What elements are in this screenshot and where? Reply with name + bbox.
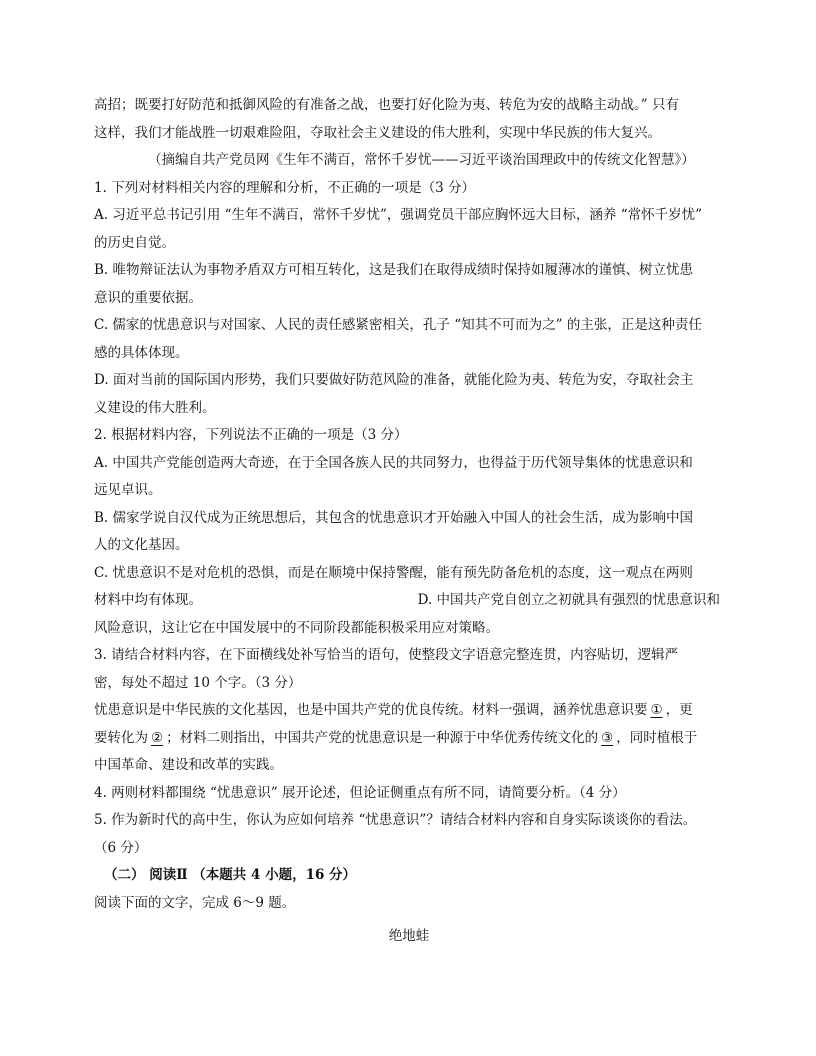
option-a: A. 习近平总书记引用 “生年不满百，常怀千岁忧”，强调党员干部应胸怀远大目标，涵养 “常怀千岁忧” <box>94 207 703 223</box>
fill-in-text <box>94 697 724 725</box>
fill-in-text <box>94 725 724 753</box>
option-d-cont: 风险意识，这让它在中国发展中的不同阶段都能积极采用应对策略。 <box>94 619 499 636</box>
fill-text-segment: ，更 <box>665 702 693 718</box>
section-instruction: 阅读下面的文字，完成 6～9 题。 <box>94 894 296 911</box>
option-a-cont: 远见卓识。 <box>94 482 162 498</box>
question-2 <box>94 422 724 642</box>
fill-text-segment: ，同时植根于 <box>616 729 698 746</box>
option-b: B. 儒家学说自汉代成为正统思想后，其包含的忧患意识才开始融入中国人的社会生活，成为影响中国 <box>94 509 694 526</box>
passage-line: 这样，我们才能战胜一切艰难险阻，夺取社会主义建设的伟大胜利，实现中华民族的伟大复兴。 <box>94 124 661 141</box>
question-stem: 2. 根据材料内容，下列说法不正确的一项是（3 分） <box>94 427 408 443</box>
question-4 <box>94 780 724 808</box>
question-1 <box>94 175 724 423</box>
option-b: B. 唯物辩证法认为事物矛盾双方可相互转化，这是我们在取得成绩时保持如履薄冰的谨慎、树立忧患 <box>94 262 694 278</box>
question-stem: 5. 作为新时代的高中生，你认为应如何培养 “忧患意识”？请结合材料内容和自身实际谈谈你的看法。 <box>94 812 697 828</box>
question-stem-cont: （6 分） <box>94 839 148 856</box>
question-3 <box>94 642 724 780</box>
fill-text-segment: ；材料二则指出，中国共产党的忧患意识是一种源于中华优秀传统文化的 <box>166 729 599 746</box>
passage-line: 高招；既要打好防范和抵御风险的有准备之战，也要打好化险为夷、转危为安的战略主动战。” 只有 <box>94 97 679 113</box>
story-title: 绝地蛙 <box>388 928 430 944</box>
question-stem: 1. 下列对材料相关内容的理解和分析，不正确的一项是（3 分） <box>94 179 476 196</box>
question-stem: 4. 两则材料都围绕 “忧患意识” 展开论述，但论证侧重点有所不同，请简要分析。（4 分） <box>94 784 626 801</box>
option-c-cont: 感的具体体现。 <box>94 344 189 361</box>
option-a-cont: 的历史自觉。 <box>94 234 175 251</box>
option-b-cont: 人的文化基因。 <box>94 537 189 553</box>
option-c-d-row <box>94 587 724 615</box>
question-stem-cont: 密，每处不超过 10 个字。（3 分） <box>94 674 302 691</box>
section-2 <box>94 862 724 951</box>
passage-source: （摘编自共产党员网《生年不满百，常怀千岁忧——习近平谈治国理政中的传统文化智慧》） <box>148 152 695 168</box>
option-d-cont: 义建设的伟大胜利。 <box>94 399 216 416</box>
blank-2: ② <box>151 729 164 746</box>
option-d: D. 面对当前的国际国内形势，我们只要做好防范风险的准备，就能化险为夷、转危为安，夺取社会主 <box>94 372 694 388</box>
question-stem: 3. 请结合材料内容，在下面横线处补写恰当的语句，使整段文字语意完整连贯，内容贴切，逻辑严 <box>94 647 679 663</box>
option-d: D. 中国共产党自创立之初就具有强烈的忧患意识和 <box>417 592 720 608</box>
document-page <box>94 92 724 951</box>
section-heading: （二） 阅读Ⅱ （本题共 4 小题，16 分） <box>104 867 357 883</box>
fill-text-segment: 要转化为 <box>94 729 148 746</box>
option-a: A. 中国共产党能创造两大奇迹，在于全国各族人民的共同努力，也得益于历代领导集体的忧患意识和 <box>94 454 693 471</box>
option-c-cont: 材料中均有体现。 <box>94 592 202 608</box>
option-c: C. 忧患意识不是对危机的恐惧，而是在顺境中保持警醒，能有预先防备危机的态度，这一观点在两则 <box>94 564 693 581</box>
question-5 <box>94 807 724 862</box>
option-b-cont: 意识的重要依据。 <box>94 289 202 306</box>
fill-in-text: 中国革命、建设和改革的实践。 <box>94 757 283 773</box>
blank-3: ③ <box>601 729 614 746</box>
fill-text-segment: 忧患意识是中华民族的文化基因，也是中国共产党的优良传统。材料一强调，涵养忧患意识要 <box>94 702 648 718</box>
blank-1: ① <box>650 702 663 718</box>
option-c: C. 儒家的忧患意识与对国家、人民的责任感紧密相关，孔子 “知其不可而为之” 的主张，正是这种责任 <box>94 317 702 333</box>
